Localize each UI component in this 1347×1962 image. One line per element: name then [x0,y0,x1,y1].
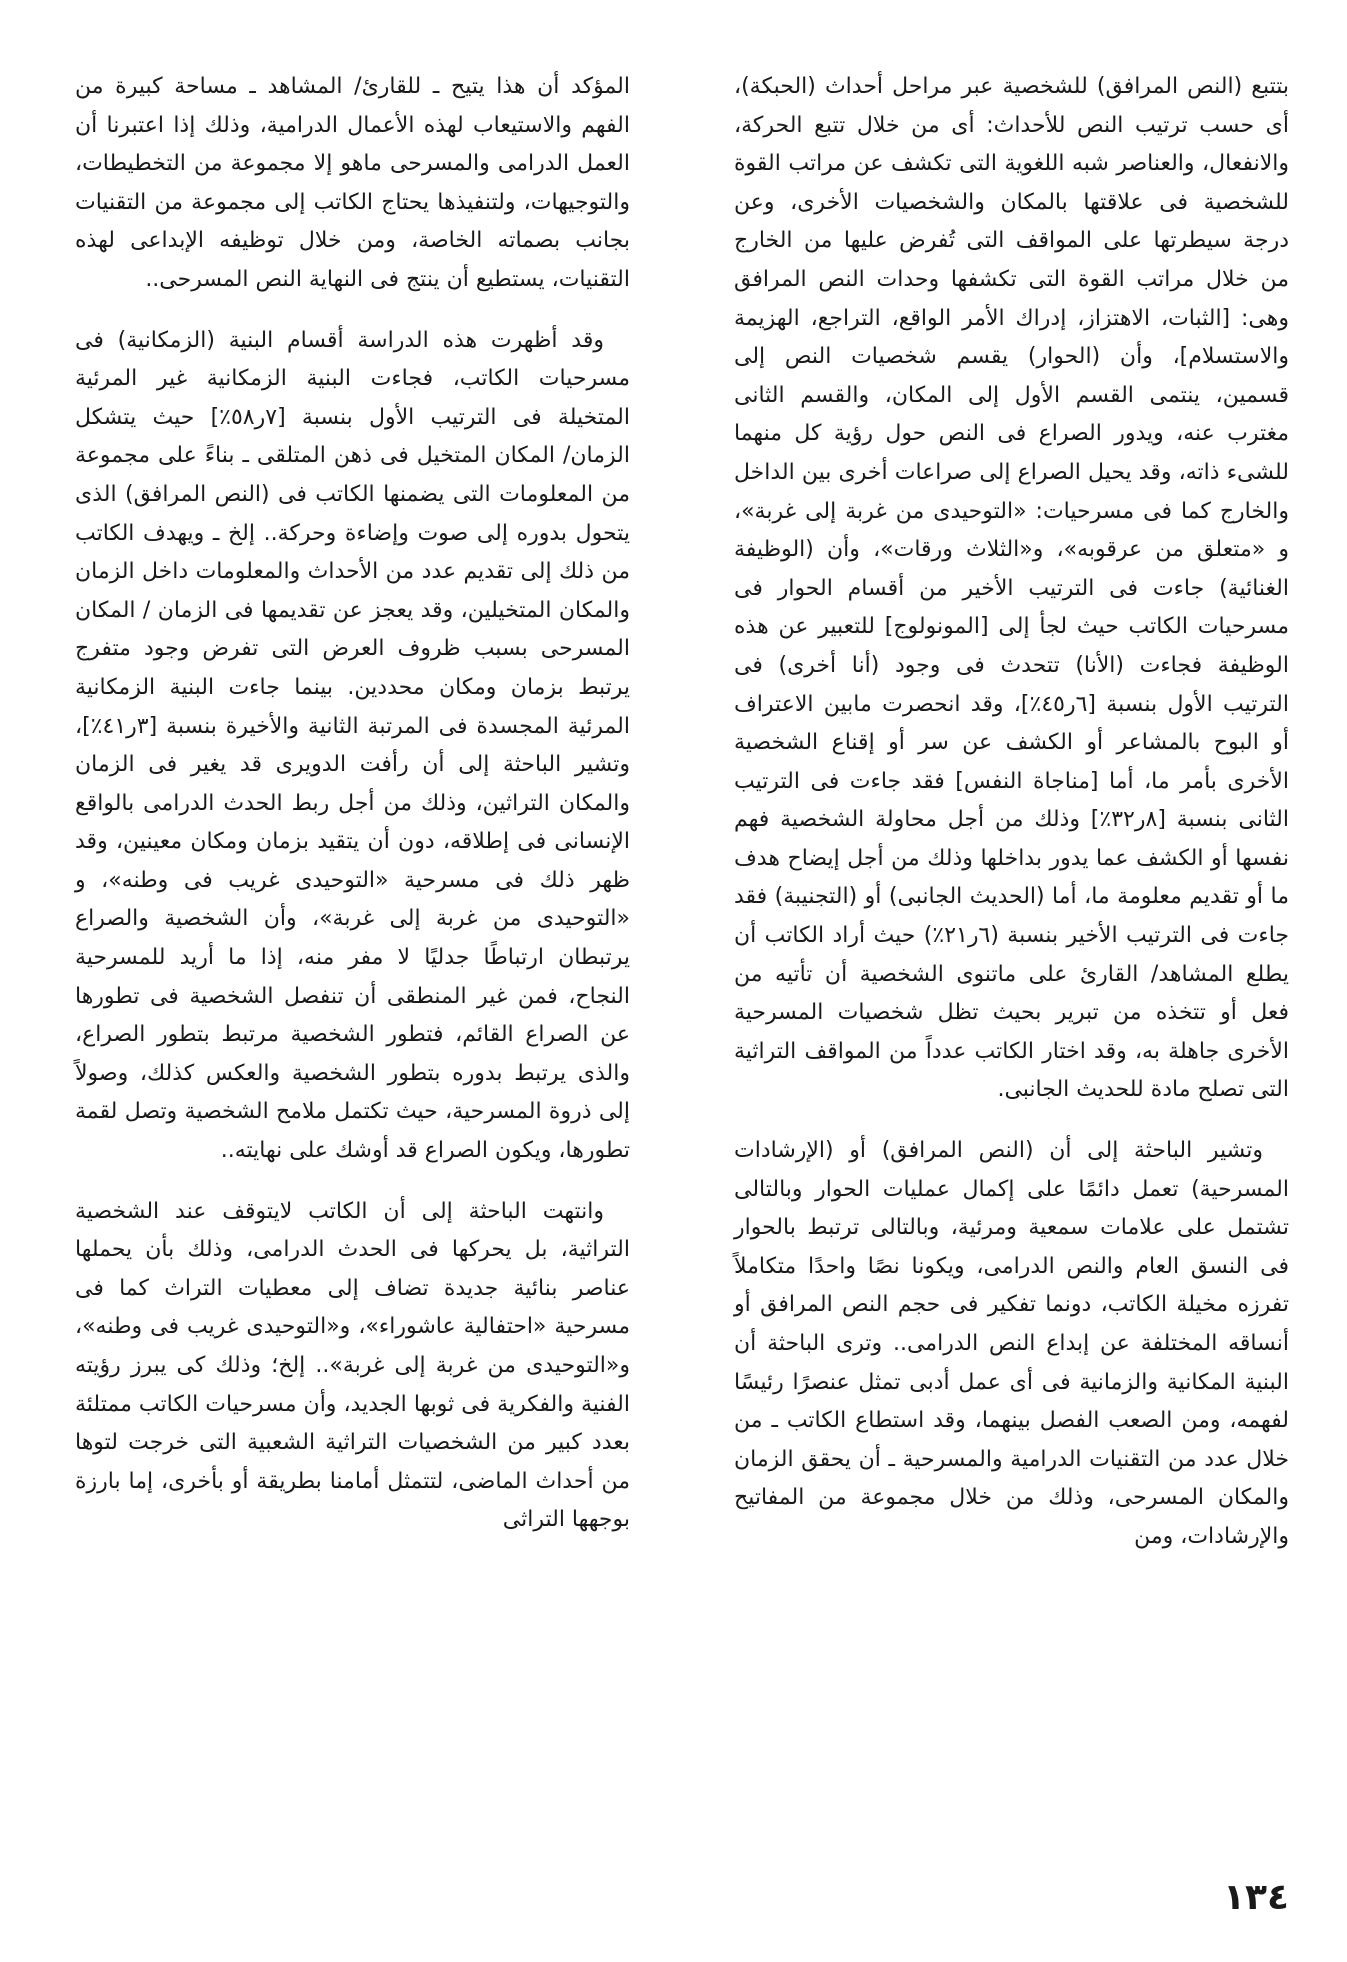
right-column [734,68,1289,1579]
right-paragraph-1: بتتبع (النص المرافق) للشخصية عبر مراحل أحداث (الحبكة)، أى حسب ترتيب النص للأحداث: أى من خلال تتبع الحركة، والانفعال، والعناصر شبه اللغوية التى تكشف عن مراتب القوة للشخصية فى علاقتها بالمكان والشخصيات الأخرى، وعن درجة سيطرتها على المواقف التى تُفرض عليها من الخارج من خلال مراتب القوة التى تكشفها وحدات النص المرافق وهى: [الثبات، الاهتزاز، إدراك الأمر الواقع، التراجع، الهزيمة والاستسلام]، وأن (الحوار) يقسم شخصيات النص إلى قسمين، ينتمى القسم الأول إلى المكان، والقسم الثانى مغترب عنه، ويدور الصراع فى النص حول رؤية كل منهما للشىء ذاته، وقد يحيل الصراع إلى صراعات أخرى بين الداخل والخارج كما فى مسرحيات: «التوحيدى من غربة إلى غربة»، و «متعلق من عرقوبه»، و«الثلاث ورقات»، وأن (الوظيفة الغنائية) جاءت فى الترتيب الأخير من أقسام الحوار فى مسرحيات الكاتب حيث لجأ إلى [المونولوج] للتعبير عن هذه الوظيفة فجاءت (الأنا) تتحدث فى وجود (أنا أخرى) فى الترتيب الأول بنسبة [٦ر٤٥٪]، وقد انحصرت مابين الاعتراف أو البوح بالمشاعر أو الكشف عن سر أو إقناع الشخصية الأخرى بأمر ما، أما [مناجاة النفس] فقد جاءت فى الترتيب الثانى بنسبة [٨ر٣٢٪] وذلك من أجل محاولة الشخصية فهم نفسها أو الكشف عما يدور بداخلها وذلك من أجل إيضاح هدف ما أو تقديم معلومة ما، أما (الحديث الجانبى) أو (التجنيبة) فقد جاءت فى الترتيب الأخير بنسبة (٦ر٢١٪) حيث أراد الكاتب أن يطلع المشاهد/ القارئ على ماتنوى الشخصية أن تأتيه من فعل أو تتخذه من تبرير بحيث تظل شخصيات المسرحية الأخرى جاهلة به، وقد اختار الكاتب عدداً من المواقف التراثية التى تصلح مادة للحديث الجانبى. [734,74,1289,1103]
left-paragraph-2: وقد أظهرت هذه الدراسة أقسام البنية (الزمكانية) فى مسرحيات الكاتب، فجاءت البنية الزمكانية غير المرئية المتخيلة فى الترتيب الأول بنسبة [٧ر٥٨٪] حيث يتشكل الزمان/ المكان المتخيل فى ذهن المتلقى ـ بناءً على مجموعة من المعلومات التى يضمنها الكاتب فى (النص المرافق) الذى يتحول بدوره إلى صوت وإضاءة وحركة.. إلخ ـ ويهدف الكاتب من ذلك إلى تقديم عدد من الأحداث والمعلومات داخل الزمان والمكان المتخيلين، وقد يعجز عن تقديمها فى الزمان / المكان المسرحى بسبب ظروف العرض التى تفرض وجود متفرج يرتبط بزمان ومكان محددين. بينما جاءت البنية الزمكانية المرئية المجسدة فى المرتبة الثانية والأخيرة بنسبة [٣ر٤١٪]، وتشير الباحثة إلى أن رأفت الدويرى قد يغير فى الزمان والمكان التراثين، وذلك من أجل ربط الحدث الدرامى بالواقع الإنسانى فى إطلاقه، دون أن يتقيد بزمان ومكان معينين، وقد ظهر ذلك فى مسرحية «التوحيدى غريب فى وطنه»، و «التوحيدى من غربة إلى غربة»، وأن الشخصية والصراع يرتبطان ارتباطًا جدليًا لا مفر منه، إذا ما أريد للمسرحية النجاح، فمن غير المنطقى أن تنفصل الشخصية فى تطورها عن الصراع القائم، فتطور الشخصية مرتبط بتطور الصراع، والذى يرتبط بدوره بتطور الشخصية والعكس كذلك، وصولاً إلى ذروة المسرحية، حيث تكتمل ملامح الشخصية وتصل لقمة تطورها، ويكون الصراع قد أوشك على نهايته.. [75,327,630,1164]
left-paragraph-1: المؤكد أن هذا يتيح ـ للقارئ/ المشاهد ـ مساحة كبيرة من الفهم والاستيعاب لهذه الأعمال الدرامية، وذلك إذا اعتبرنا أن العمل الدرامى والمسرحى ماهو إلا مجموعة من التخطيطات، والتوجيهات، ولتنفيذها يحتاج الكاتب إلى مجموعة من التقنيات بجانب بصماته الخاصة، ومن خلال توظيفه الإبداعى لهذه التقنيات، يستطيع أن ينتج فى النهاية النص المسرحى.. [75,74,630,292]
right-paragraph-2: وتشير الباحثة إلى أن (النص المرافق) أو (الإرشادات المسرحية) تعمل دائمًا على إكمال عمليات الحوار وبالتالى تشتمل على علامات سمعية ومرئية، وبالتالى ترتبط بالحوار فى النسق العام والنص الدرامى، ويكونا نصًا واحدًا متكاملاً تفرزه مخيلة الكاتب، دونما تفكير فى حجم النص المرافق أو أنساقه المختلفة عن إبداع النص الدرامى.. وترى الباحثة أن البنية المكانية والزمانية فى أى عمل أدبى تمثل عنصرًا رئيسًا لفهمه، ومن الصعب الفصل بينهما، وقد استطاع الكاتب ـ من خلال عدد من التقنيات الدرامية والمسرحية ـ أن يحقق الزمان والمكان المسرحى، وذلك من خلال مجموعة من المفاتيح والإرشادات، ومن [734,1138,1289,1549]
left-column [75,68,630,1562]
page-number: ١٣٤ [1223,1877,1289,1918]
left-paragraph-3: وانتهت الباحثة إلى أن الكاتب لايتوقف عند الشخصية التراثية، بل يحركها فى الحدث الدرامى، وذلك بأن يحملها عناصر بنائية جديدة تضاف إلى معطيات التراث كما فى مسرحية «احتفالية عاشوراء»، و«التوحيدى غريب فى وطنه»، و«التوحيدى من غربة إلى غربة».. إلخ؛ وذلك كى يبرز رؤيته الفنية والفكرية فى ثوبها الجديد، وأن مسرحيات الكاتب ممتلئة بعدد كبير من الشخصيات التراثية الشعبية التى خرجت لتوها من أحداث الماضى، لتتمثل أمامنا بطريقة أو بأخرى، إما بارزة بوجهها التراثى [75,1198,630,1533]
